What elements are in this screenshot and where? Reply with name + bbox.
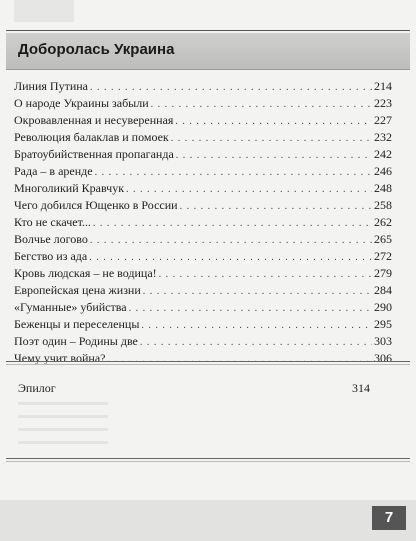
toc-entry [14,129,392,146]
epilog-entry [18,381,370,396]
dot-leader [89,249,372,266]
toc-entry [14,333,392,350]
toc-entry-page: 262 [374,215,392,229]
section-divider [6,361,410,362]
toc-entry [14,197,392,214]
dot-leader [95,164,372,181]
toc-entry-page: 295 [374,317,392,331]
dot-leader [90,232,372,249]
toc-entry-title: Европейская цена жизни [14,283,141,297]
dot-leader [108,351,373,368]
toc-entry [14,231,392,248]
epilog-title: Эпилог [18,381,56,395]
toc-entry [14,248,392,265]
toc-entry-title: Революция балаклав и помоек [14,130,169,144]
toc-entry [14,299,392,316]
toc-entry [14,146,392,163]
dot-leader [151,96,372,113]
bleed-through-text [14,0,74,22]
toc-entry-page: 290 [374,300,392,314]
section-divider [6,458,410,459]
toc-entry [14,316,392,333]
toc-entry-title: Бегство из ада [14,249,88,263]
toc-entry-page: 227 [374,113,392,127]
toc-entry-page: 303 [374,334,392,348]
toc-entry-page: 279 [374,266,392,280]
dot-leader [90,79,372,96]
toc-entry-title: Беженцы и переселенцы [14,317,140,331]
page-number: 7 [372,506,406,530]
footer-band [0,500,416,541]
toc-entry-title: Поэт один – Родины две [14,334,138,348]
dot-leader [180,198,372,215]
toc-entry-title: Окровавленная и несуверенная [14,113,174,127]
toc-entry-title: Чему учит война? [14,351,106,365]
toc-entry [14,163,392,180]
header-rule [6,30,410,31]
epilog-page: 314 [352,381,370,395]
toc-entry-page: 272 [374,249,392,263]
dot-leader [93,215,372,232]
toc-entry-page: 242 [374,147,392,161]
toc-entry [14,265,392,282]
toc-entry-title: Кровь людская – не водица! [14,266,157,280]
bleed-through-lines [18,402,108,454]
section-title: Доборолась Украина [18,41,175,58]
toc-entry [14,112,392,129]
section-header [6,33,410,70]
toc-entry-page: 306 [374,351,392,365]
toc-entry-title: Кто не скачет... [14,215,91,229]
toc-entry-title: Волчье логово [14,232,88,246]
toc-entry-page: 284 [374,283,392,297]
dot-leader [176,147,372,164]
toc-entry-title: Рада – в аренде [14,164,93,178]
toc-entry-title: Линия Путина [14,79,89,93]
toc-entry-page: 246 [374,164,392,178]
toc-entry [14,282,392,299]
toc-entry-page: 248 [374,181,392,195]
toc-entry-page: 265 [374,232,392,246]
dot-leader [129,300,372,317]
section-divider-shadow [6,364,410,365]
toc-entry-page: 258 [374,198,392,212]
toc-entry-title: «Гуманные» убийства [14,300,127,314]
table-of-contents [14,78,392,367]
dot-leader [171,130,372,147]
dot-leader [126,181,372,198]
toc-entry-page: 223 [374,96,392,110]
dot-leader [141,317,372,334]
toc-entry-page: 232 [374,130,392,144]
toc-entry [14,180,392,197]
toc-entry-title: О народе Украины забыли [14,96,149,110]
toc-entry [14,78,392,95]
dot-leader [175,113,372,130]
toc-entry-title: Многоликий Кравчук [14,181,125,195]
toc-entry [14,214,392,231]
toc-entry-title: Братоубийственная пропаганда [14,147,174,161]
dot-leader [159,266,372,283]
dot-leader [140,334,372,351]
toc-entry-page: 214 [374,79,392,93]
toc-entry [14,95,392,112]
section-divider-shadow [6,461,410,462]
dot-leader [143,283,372,300]
toc-entry-title: Чего добился Ющенко в России [14,198,178,212]
